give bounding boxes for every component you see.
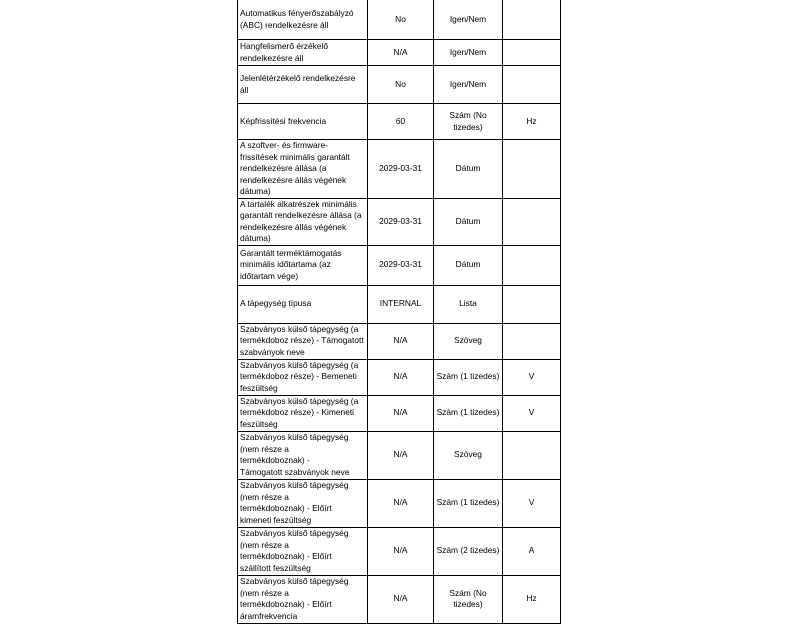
spec-label: Szabványos külső tápegység (a termékdoboz része) - Kimeneti feszültség xyxy=(238,395,368,431)
spec-type: Szám (1 tizedes) xyxy=(434,479,503,527)
spec-type: Igen/Nem xyxy=(434,66,503,104)
spec-type: Szám (No tizedes) xyxy=(434,104,503,140)
table-row xyxy=(238,0,561,40)
spec-label: Szabványos külső tápegység (a termékdoboz része) - Bemeneti feszültség xyxy=(238,359,368,395)
table-row xyxy=(238,66,561,104)
spec-type: Szám (1 tizedes) xyxy=(434,395,503,431)
spec-label: Hangfelismerő érzékelő rendelkezésre áll xyxy=(238,40,368,66)
spec-unit xyxy=(503,285,561,323)
table-row xyxy=(238,285,561,323)
spec-value: N/A xyxy=(368,575,434,623)
spec-type: Szám (2 tizedes) xyxy=(434,527,503,575)
spec-unit xyxy=(503,198,561,245)
table-row xyxy=(238,104,561,140)
spec-label: A szoftver- és firmware-frissítések minimális garantált rendelkezésre állása (a rendelkezésre állás végének dátuma) xyxy=(238,140,368,199)
spec-label: Garantált terméktámogatás minimális időtartama (az időtartam vége) xyxy=(238,245,368,285)
spec-value: N/A xyxy=(368,395,434,431)
spec-value: No xyxy=(368,66,434,104)
spec-value: No xyxy=(368,0,434,40)
spec-label: Szabványos külső tápegység (a termékdoboz része) - Támogatott szabványok neve xyxy=(238,323,368,359)
spec-unit xyxy=(503,140,561,199)
table-row xyxy=(238,359,561,395)
spec-value: 2029-03-31 xyxy=(368,198,434,245)
spec-type: Igen/Nem xyxy=(434,40,503,66)
spec-value: N/A xyxy=(368,359,434,395)
spec-type: Dátum xyxy=(434,198,503,245)
spec-label: Képfrissítési frekvencia xyxy=(238,104,368,140)
spec-unit: Hz xyxy=(503,104,561,140)
spec-unit: V xyxy=(503,395,561,431)
table-row xyxy=(238,198,561,245)
spec-value: N/A xyxy=(368,431,434,479)
spec-type: Szöveg xyxy=(434,431,503,479)
spec-type: Igen/Nem xyxy=(434,0,503,40)
spec-unit xyxy=(503,323,561,359)
spec-value: N/A xyxy=(368,323,434,359)
spec-label: Szabványos külső tápegység (nem része a termékdoboznak) - Támogatott szabványok neve xyxy=(238,431,368,479)
spec-value: INTERNAL xyxy=(368,285,434,323)
spec-type: Dátum xyxy=(434,245,503,285)
spec-table xyxy=(237,0,561,624)
spec-type: Szám (1 tizedes) xyxy=(434,359,503,395)
spec-label: Szabványos külső tápegység (nem része a termékdoboznak) - Előírt áramfrekvencia xyxy=(238,575,368,623)
table-row xyxy=(238,431,561,479)
spec-value: 2029-03-31 xyxy=(368,245,434,285)
spec-label: A tartalék alkatrészek minimális garantált rendelkezésre állása (a rendelkezésre állás végének dátuma) xyxy=(238,198,368,245)
spec-unit: A xyxy=(503,527,561,575)
spec-type: Szám (No tizedes) xyxy=(434,575,503,623)
table-row xyxy=(238,395,561,431)
spec-unit: V xyxy=(503,359,561,395)
table-row xyxy=(238,40,561,66)
spec-value: N/A xyxy=(368,40,434,66)
spec-label: Automatikus fényerőszabályzó (ABC) rendelkezésre áll xyxy=(238,0,368,40)
spec-value: N/A xyxy=(368,479,434,527)
spec-unit xyxy=(503,245,561,285)
spec-label: Jelenlétérzékelő rendelkezésre áll xyxy=(238,66,368,104)
table-row xyxy=(238,140,561,199)
table-row xyxy=(238,479,561,527)
spec-label: Szabványos külső tápegység (nem része a termékdoboznak) - Előírt kimeneti feszültség xyxy=(238,479,368,527)
table-row xyxy=(238,575,561,623)
table-row xyxy=(238,245,561,285)
spec-type: Szöveg xyxy=(434,323,503,359)
spec-label: A tápegység típusa xyxy=(238,285,368,323)
table-row xyxy=(238,323,561,359)
spec-value: 60 xyxy=(368,104,434,140)
spec-unit xyxy=(503,40,561,66)
spec-value: N/A xyxy=(368,527,434,575)
spec-type: Dátum xyxy=(434,140,503,199)
spec-value: 2029-03-31 xyxy=(368,140,434,199)
spec-unit: V xyxy=(503,479,561,527)
spec-unit xyxy=(503,431,561,479)
spec-unit xyxy=(503,66,561,104)
spec-unit xyxy=(503,0,561,40)
spec-type: Lista xyxy=(434,285,503,323)
spec-label: Szabványos külső tápegység (nem része a termékdoboznak) - Előírt szállított feszültség xyxy=(238,527,368,575)
table-row xyxy=(238,527,561,575)
spec-unit: Hz xyxy=(503,575,561,623)
